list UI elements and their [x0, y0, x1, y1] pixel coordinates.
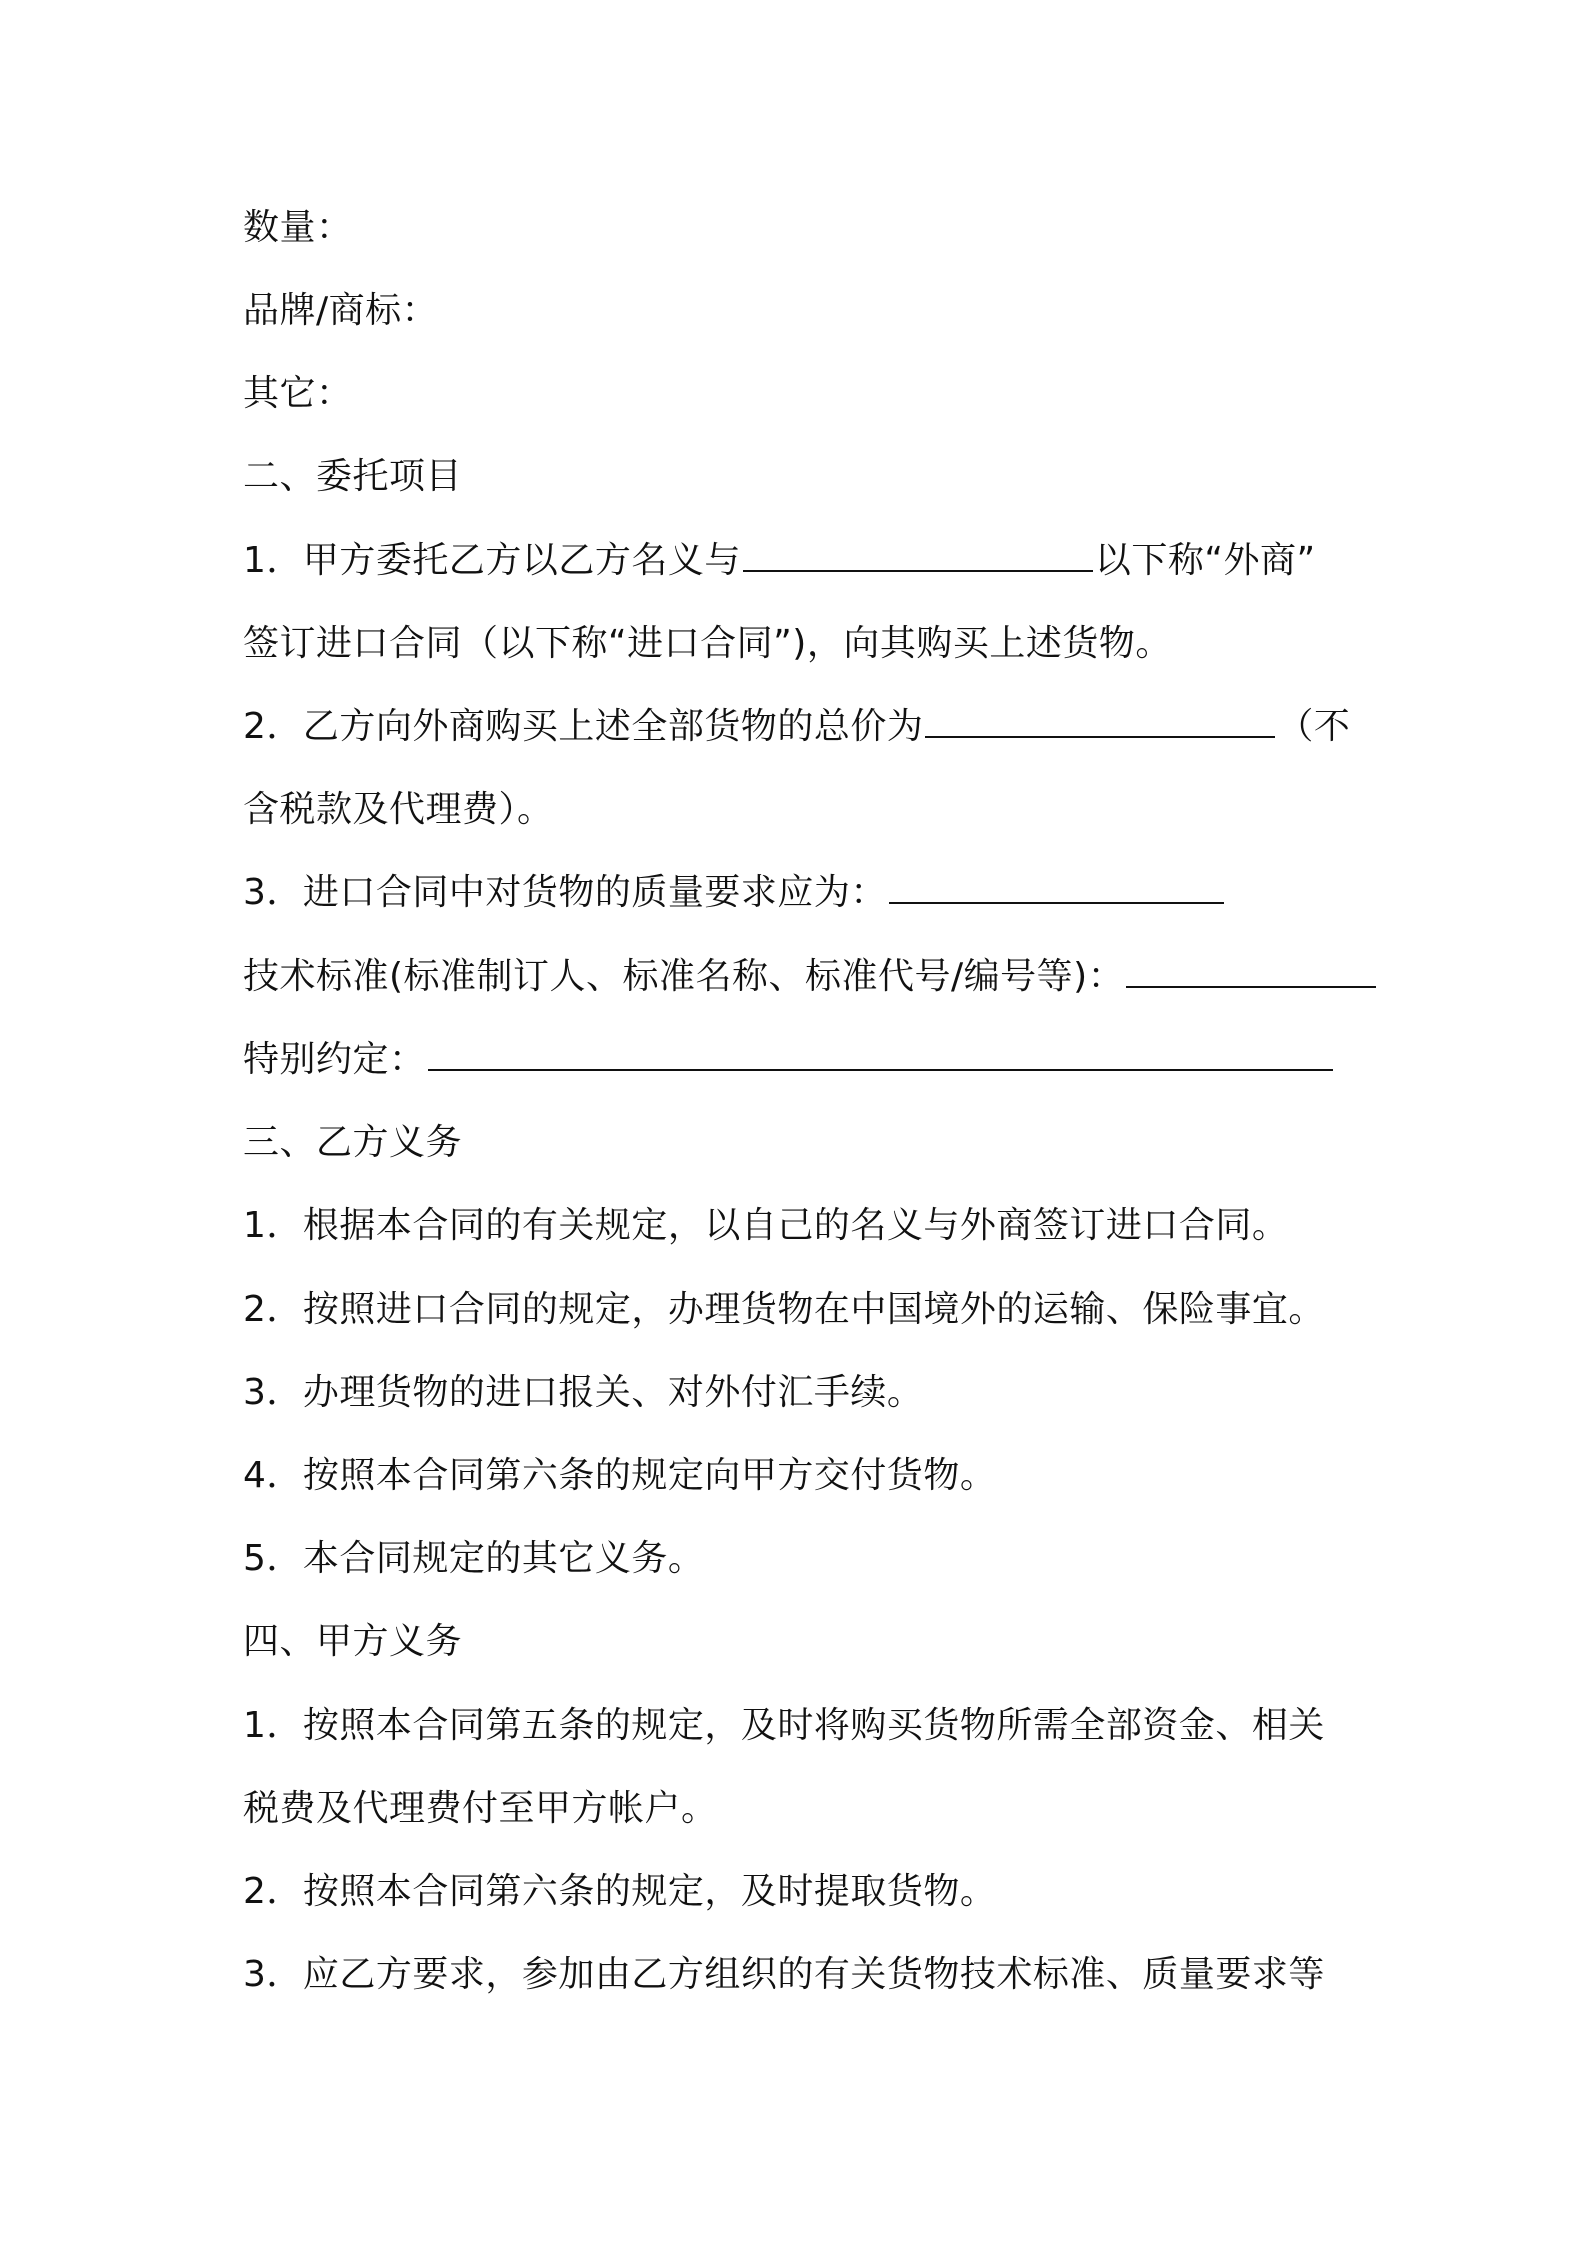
clause-2-3-standard — [243, 953, 1378, 1001]
text: 2．乙方向外商购买上述全部货物的总价为 — [243, 706, 924, 747]
fill-blank-quality — [889, 874, 1224, 904]
clause-2-3 — [243, 869, 1226, 917]
field-other — [243, 370, 353, 418]
text: 税费及代理费付至甲方帐户。 — [243, 1788, 718, 1829]
clause-4-1 — [243, 1702, 1325, 1750]
text: 数量： — [243, 207, 353, 248]
text: 1．按照本合同第五条的规定，及时将购买货物所需全部资金、相关 — [243, 1705, 1325, 1746]
clause-3-1 — [243, 1202, 1288, 1250]
clause-2-3-special — [243, 1036, 1335, 1084]
clause-2-1-cont — [243, 620, 1172, 668]
text: 以下称“外商” — [1094, 540, 1316, 581]
text: 含税款及代理费）。 — [243, 789, 554, 830]
text: 其它： — [243, 373, 353, 414]
section-heading-2 — [243, 453, 462, 501]
fill-blank-standard — [1126, 958, 1376, 988]
text: 品牌/商标： — [243, 290, 439, 331]
clause-2-2-cont — [243, 786, 554, 834]
text: 2．按照进口合同的规定，办理货物在中国境外的运输、保险事宜。 — [243, 1289, 1325, 1330]
text: 3．办理货物的进口报关、对外付汇手续。 — [243, 1372, 924, 1413]
clause-2-2 — [243, 703, 1350, 751]
clause-4-3 — [243, 1951, 1325, 1999]
clause-4-1-cont — [243, 1785, 718, 1833]
text: 2．按照本合同第六条的规定，及时提取货物。 — [243, 1871, 997, 1912]
text: 三、乙方义务 — [243, 1122, 463, 1163]
text: 5．本合同规定的其它义务。 — [243, 1538, 705, 1579]
text: 四、甲方义务 — [243, 1621, 463, 1662]
clause-2-1 — [243, 537, 1316, 585]
text: 3．应乙方要求，参加由乙方组织的有关货物技术标准、质量要求等 — [243, 1954, 1325, 1995]
text: 技术标准(标准制订人、标准名称、标准代号/编号等)： — [243, 956, 1125, 997]
clause-3-5 — [243, 1535, 704, 1583]
clause-3-3 — [243, 1369, 923, 1417]
text: 4．按照本合同第六条的规定向甲方交付货物。 — [243, 1455, 997, 1496]
text: （不 — [1277, 706, 1351, 747]
clause-3-2 — [243, 1286, 1325, 1334]
fill-blank-special — [428, 1041, 1333, 1071]
text: 特别约定： — [243, 1039, 426, 1080]
section-heading-3 — [243, 1119, 462, 1167]
fill-blank-foreign-party — [743, 542, 1093, 572]
text: 二、委托项目 — [243, 456, 463, 497]
field-brand — [243, 287, 438, 335]
text: 3．进口合同中对货物的质量要求应为： — [243, 872, 887, 913]
clause-3-4 — [243, 1452, 996, 1500]
section-heading-4 — [243, 1618, 462, 1666]
text: 1．甲方委托乙方以乙方名义与 — [243, 540, 741, 581]
text: 1．根据本合同的有关规定，以自己的名义与外商签订进口合同。 — [243, 1205, 1289, 1246]
fill-blank-total-price — [925, 708, 1275, 738]
clause-4-2 — [243, 1868, 996, 1916]
field-quantity — [243, 204, 353, 252]
text: 签订进口合同（以下称“进口合同”)，向其购买上述货物。 — [243, 623, 1172, 664]
